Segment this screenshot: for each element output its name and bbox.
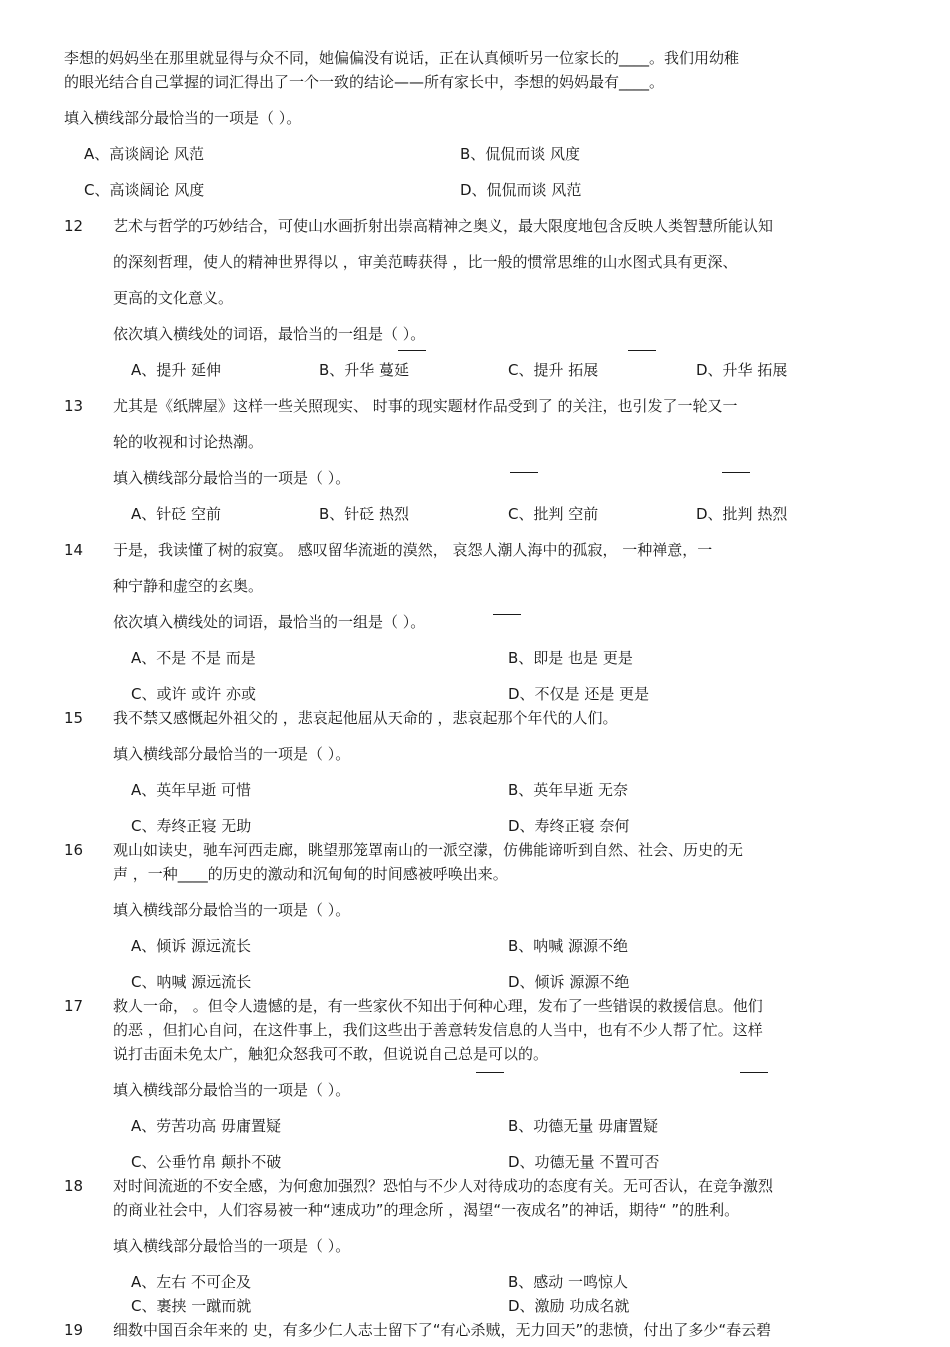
question-number-12: 12	[64, 217, 84, 235]
intro-line-2: 的眼光结合自己掌握的词汇得出了一个一致的结论——所有家长中，李想的妈妈最有____。	[64, 73, 665, 91]
answer-blank-line	[476, 1072, 504, 1073]
answer-blank-line	[740, 1072, 768, 1073]
answer-blank-line	[722, 472, 750, 473]
q17-option-b[interactable]: B、功德无量 毋庸置疑	[508, 1117, 659, 1135]
q17-line-2: 的恶 ，但扪心自问，在这件事上，我们这些出于善意转发信息的人当中，也有不少人帮了忙。这样	[113, 1021, 763, 1039]
q17-line-3: 说打击面未免太广，触犯众怒我可不敢，但说说自己总是可以的。	[113, 1045, 549, 1063]
q14-option-d[interactable]: D、不仅是 还是 更是	[508, 685, 650, 703]
q18-prompt: 填入横线部分最恰当的一项是（ ）。	[113, 1237, 351, 1255]
intro-prompt: 填入横线部分最恰当的一项是（ ）。	[64, 109, 302, 127]
q12-prompt: 依次填入横线处的词语，最恰当的一组是（ ）。	[113, 325, 426, 343]
q15-option-d[interactable]: D、寿终正寝 奈何	[508, 817, 630, 835]
answer-blank-line	[493, 614, 521, 615]
q14-option-b[interactable]: B、即是 也是 更是	[508, 649, 633, 667]
q13-option-d[interactable]: D、批判 热烈	[696, 505, 788, 523]
q12-option-a[interactable]: A、提升 延伸	[131, 361, 222, 379]
q18-line-2: 的商业社会中，人们容易被一种“速成功”的理念所 ，渴望“一夜成名”的神话，期待“ ”的胜利。	[113, 1201, 740, 1219]
q16-line-1: 观山如读史，驰车河西走廊，眺望那笼罩南山的一派空濛，仿佛能谛听到自然、社会、历史的无	[113, 841, 744, 859]
q13-option-a[interactable]: A、针砭 空前	[131, 505, 222, 523]
q15-option-b[interactable]: B、英年早逝 无奈	[508, 781, 629, 799]
q17-prompt: 填入横线部分最恰当的一项是（ ）。	[113, 1081, 351, 1099]
q16-option-c[interactable]: C、呐喊 源远流长	[131, 973, 252, 991]
q16-prompt: 填入横线部分最恰当的一项是（ ）。	[113, 901, 351, 919]
q14-option-a[interactable]: A、不是 不是 而是	[131, 649, 256, 667]
q17-option-c[interactable]: C、公垂竹帛 颠扑不破	[131, 1153, 282, 1171]
question-number-17: 17	[64, 997, 84, 1015]
q16-line-2: 声 ，一种____的历史的激动和沉甸甸的时间感被呼唤出来。	[113, 865, 508, 883]
q16-option-d[interactable]: D、倾诉 源源不绝	[508, 973, 630, 991]
q16-option-a[interactable]: A、倾诉 源远流长	[131, 937, 252, 955]
q13-option-c[interactable]: C、批判 空前	[508, 505, 599, 523]
answer-blank-line	[510, 472, 538, 473]
q18-option-d[interactable]: D、激励 功成名就	[508, 1297, 630, 1315]
q14-prompt: 依次填入横线处的词语，最恰当的一组是（ ）。	[113, 613, 426, 631]
q17-option-d[interactable]: D、功德无量 不置可否	[508, 1153, 660, 1171]
q15-option-a[interactable]: A、英年早逝 可惜	[131, 781, 252, 799]
question-number-18: 18	[64, 1177, 84, 1195]
q18-option-b[interactable]: B、感动 一鸣惊人	[508, 1273, 629, 1291]
intro-option-a[interactable]: A、高谈阔论 风范	[84, 145, 205, 163]
q13-line-2: 轮的收视和讨论热潮。	[113, 433, 264, 451]
q13-option-b[interactable]: B、针砭 热烈	[319, 505, 410, 523]
q15-line-1: 我不禁又感慨起外祖父的 ，悲哀起他屈从天命的 ，悲哀起那个年代的人们。	[113, 709, 618, 727]
q15-prompt: 填入横线部分最恰当的一项是（ ）。	[113, 745, 351, 763]
intro-option-d[interactable]: D、侃侃而谈 风范	[460, 181, 582, 199]
q19-line-1: 细数中国百余年来的 史，有多少仁人志士留下了“有心杀贼，无力回天”的悲愤，付出了多少“春云碧	[113, 1321, 772, 1339]
q12-option-b[interactable]: B、升华 蔓延	[319, 361, 410, 379]
question-number-14: 14	[64, 541, 84, 559]
q13-prompt: 填入横线部分最恰当的一项是（ ）。	[113, 469, 351, 487]
q12-option-d[interactable]: D、升华 拓展	[696, 361, 788, 379]
q13-line-1: 尤其是《纸牌屋》这样一些关照现实、 时事的现实题材作品受到了 的关注，也引发了一轮又一	[113, 397, 738, 415]
q12-line-3: 更高的文化意义。	[113, 289, 234, 307]
q18-option-a[interactable]: A、左右 不可企及	[131, 1273, 252, 1291]
question-number-13: 13	[64, 397, 84, 415]
question-number-16: 16	[64, 841, 84, 859]
q14-line-2: 种宁静和虚空的玄奥。	[113, 577, 264, 595]
q17-option-a[interactable]: A、劳苦功高 毋庸置疑	[131, 1117, 282, 1135]
q12-line-2: 的深刻哲理，使人的精神世界得以 ，审美范畴获得 ，比一般的惯常思维的山水图式具有更深、	[113, 253, 738, 271]
q18-line-1: 对时间流逝的不安全感，为何愈加强烈？恐怕与不少人对待成功的态度有关。无可否认，在竞争激烈	[113, 1177, 774, 1195]
answer-blank-line	[628, 350, 656, 351]
intro-line-1: 李想的妈妈坐在那里就显得与众不同，她偏偏没有说话，正在认真倾听另一位家长的____。我们用幼稚	[64, 49, 740, 67]
q12-option-c[interactable]: C、提升 拓展	[508, 361, 599, 379]
question-number-19: 19	[64, 1321, 84, 1339]
q17-line-1: 救人一命， 。但令人遗憾的是，有一些家伙不知出于何种心理，发布了一些错误的救援信息。他们	[113, 997, 763, 1015]
q15-option-c[interactable]: C、寿终正寝 无助	[131, 817, 252, 835]
q12-line-1: 艺术与哲学的巧妙结合，可使山水画折射出崇高精神之奥义，最大限度地包含反映人类智慧所能认知	[113, 217, 774, 235]
answer-blank-line	[398, 350, 426, 351]
q14-option-c[interactable]: C、或许 或许 亦或	[131, 685, 257, 703]
intro-option-c[interactable]: C、高谈阔论 风度	[84, 181, 205, 199]
intro-option-b[interactable]: B、侃侃而谈 风度	[460, 145, 581, 163]
q16-option-b[interactable]: B、呐喊 源源不绝	[508, 937, 629, 955]
q14-line-1: 于是，我读懂了树的寂寞。 感叹留华流逝的漠然， 哀怨人潮人海中的孤寂， 一种禅意，一	[113, 541, 713, 559]
question-number-15: 15	[64, 709, 84, 727]
q18-option-c[interactable]: C、裹挟 一蹴而就	[131, 1297, 252, 1315]
